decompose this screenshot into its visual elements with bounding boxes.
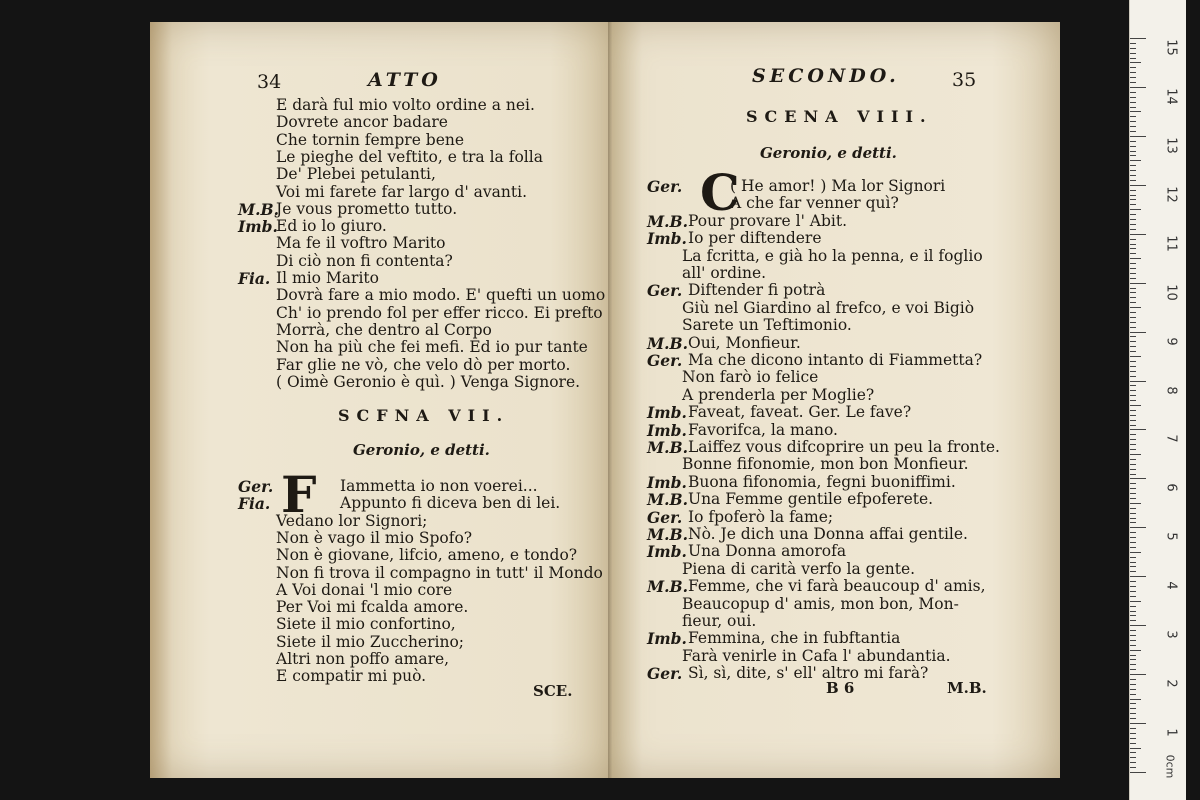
ruler-label: 15 xyxy=(1163,39,1179,56)
ruler-tick xyxy=(1130,483,1136,484)
catchword: M.B. xyxy=(947,679,987,697)
verse-text: Una Donna amorofa xyxy=(688,542,847,561)
verse-text: Siete il mio confortino, xyxy=(276,615,456,634)
verse-text: Io per diftendere xyxy=(688,229,822,248)
ruler-tick xyxy=(1130,268,1136,269)
ruler-tick xyxy=(1130,385,1136,386)
speaker-label: Imb. xyxy=(238,217,278,237)
ruler-tick xyxy=(1130,87,1146,88)
page-number: 35 xyxy=(952,69,977,91)
ruler-tick xyxy=(1130,503,1141,504)
ruler-tick xyxy=(1130,508,1136,509)
ruler-tick xyxy=(1130,253,1136,254)
ruler-tick xyxy=(1130,97,1136,98)
ruler-tick xyxy=(1130,434,1136,435)
ruler-tick xyxy=(1130,48,1136,49)
verse-text: Piena di carità verfo la gente. xyxy=(682,559,916,578)
ruler-label: 13 xyxy=(1163,137,1179,154)
verse-text: Morrà, che dentro al Corpo xyxy=(276,320,492,339)
speaker-label: Imb. xyxy=(647,420,687,440)
ruler-tick xyxy=(1130,297,1136,298)
ruler-tick xyxy=(1130,542,1136,543)
speaker-label: M.B. xyxy=(647,490,689,510)
ruler-tick xyxy=(1130,195,1136,196)
ruler-tick xyxy=(1130,209,1141,210)
ruler-tick xyxy=(1130,752,1136,753)
speaker-label: Imb. xyxy=(647,629,687,649)
ruler-tick xyxy=(1130,606,1136,607)
ruler-tick xyxy=(1130,77,1136,78)
verse-text: Farà venirle in Cafa l' abundantia. xyxy=(682,646,951,665)
ruler-tick xyxy=(1130,185,1146,186)
ruler-tick xyxy=(1130,361,1136,362)
running-head: ATTO xyxy=(368,69,442,91)
speaker-label: Imb. xyxy=(647,229,687,249)
ruler-tick xyxy=(1130,571,1136,572)
ruler-tick xyxy=(1130,620,1136,621)
verse-text: Sì, sì, dite, s' ell' altro mi farà? xyxy=(688,664,929,683)
ruler-label: 8 xyxy=(1163,385,1179,395)
open-book xyxy=(150,22,1065,778)
ruler-tick xyxy=(1130,229,1136,230)
verse-text: Il mio Marito xyxy=(276,269,379,287)
ruler-tick xyxy=(1130,611,1136,612)
ruler-tick xyxy=(1130,728,1136,729)
verse-text: E darà ful mio volto ordine a nei. xyxy=(276,96,535,114)
ruler-tick xyxy=(1130,669,1136,670)
catchword: SCE. xyxy=(533,682,573,700)
drop-cap: C xyxy=(700,163,740,222)
ruler-tick xyxy=(1130,757,1136,758)
drop-cap: F xyxy=(281,465,317,524)
verse-text: Dovrà fare a mio modo. E' quefti un uomo xyxy=(276,286,606,305)
verse-text: Le pieghe del veftito, e tra la folla xyxy=(276,147,543,166)
ruler-tick xyxy=(1130,630,1136,631)
verse-text: Ma che dicono intanto di Fiammetta? xyxy=(688,351,983,369)
ruler-tick xyxy=(1130,111,1141,112)
ruler-tick xyxy=(1130,557,1136,558)
ruler-tick xyxy=(1130,67,1136,68)
scene-subtitle: Geronio, e detti. xyxy=(760,144,897,162)
ruler-tick xyxy=(1130,689,1136,690)
ruler-tick xyxy=(1130,141,1136,142)
ruler-tick xyxy=(1130,635,1136,636)
ruler-tick xyxy=(1130,155,1136,156)
ruler-tick xyxy=(1130,522,1136,523)
ruler-tick xyxy=(1130,72,1136,73)
verse-text: A Voi donai 'l mio core xyxy=(276,580,453,599)
verse-text: Femme, che vi farà beaucoup d' amis, xyxy=(688,577,986,596)
ruler-tick xyxy=(1130,596,1136,597)
verse-text: ( Oimè Geronio è quì. ) Venga Signore. xyxy=(276,372,581,391)
ruler-tick xyxy=(1130,444,1136,445)
verse-text: Che tornin fempre bene xyxy=(276,130,465,149)
ruler-tick xyxy=(1130,165,1136,166)
ruler-tick xyxy=(1130,743,1136,744)
ruler-tick xyxy=(1130,738,1136,739)
ruler-tick xyxy=(1130,160,1141,161)
ruler-tick xyxy=(1130,615,1136,616)
verse-text: La fcritta, e già ho la penna, e il foglio xyxy=(682,246,983,265)
verse-text: fieur, oui. xyxy=(682,612,757,630)
verse-text: Favorifca, la mano. xyxy=(688,420,838,439)
ruler-label: 4 xyxy=(1163,581,1179,590)
ruler-tick xyxy=(1130,38,1146,39)
ruler-tick xyxy=(1130,415,1136,416)
measurement-ruler xyxy=(1129,0,1186,800)
verse-text: Faveat, faveat. Ger. Le fave? xyxy=(688,403,912,422)
ruler-tick xyxy=(1130,248,1136,249)
verse-text: all' ordine. xyxy=(682,264,767,282)
ruler-tick xyxy=(1130,219,1136,220)
ruler-tick xyxy=(1130,464,1136,465)
ruler-tick xyxy=(1130,562,1136,563)
ruler-tick xyxy=(1130,488,1136,489)
ruler-tick xyxy=(1130,151,1136,152)
ruler-label: 7 xyxy=(1163,434,1179,444)
verse-text: Je vous prometto tutto. xyxy=(276,199,458,218)
ruler-tick xyxy=(1130,586,1136,587)
verse-text: Voi mi farete far largo d' avanti. xyxy=(276,182,528,201)
verse-text: Far glie ne vò, che velo dò per morto. xyxy=(276,355,571,374)
ruler-tick xyxy=(1130,650,1141,651)
verse-text: Non fi trova il compagno in tutt' il Mondo xyxy=(276,563,603,582)
ruler-tick xyxy=(1130,82,1136,83)
ruler-tick xyxy=(1130,224,1136,225)
ruler-tick xyxy=(1130,674,1146,675)
verse-text: Non è vago il mio Spofo? xyxy=(276,528,473,547)
ruler-tick xyxy=(1130,312,1136,313)
ruler-tick xyxy=(1130,493,1136,494)
ruler-tick xyxy=(1130,439,1136,440)
speaker-label: M.B. xyxy=(647,211,689,231)
ruler-tick xyxy=(1130,723,1146,724)
ruler-tick xyxy=(1130,547,1136,548)
verse-text: Vedano lor Signori; xyxy=(276,511,428,530)
speaker-label: M.B. xyxy=(238,199,280,219)
ruler-tick xyxy=(1130,449,1136,450)
ruler-tick xyxy=(1130,381,1146,382)
ruler-label: 1 xyxy=(1163,728,1179,737)
ruler-tick xyxy=(1130,655,1136,656)
ruler-tick xyxy=(1130,273,1136,274)
ruler-tick xyxy=(1130,244,1136,245)
ruler-tick xyxy=(1130,454,1141,455)
ruler-tick xyxy=(1130,371,1136,372)
ruler-tick xyxy=(1130,136,1146,137)
ruler-tick xyxy=(1130,410,1136,411)
ruler-tick xyxy=(1130,376,1136,377)
ruler-label: 2 xyxy=(1163,679,1179,688)
ruler-tick xyxy=(1130,62,1141,63)
ruler-tick xyxy=(1130,718,1136,719)
ruler-tick xyxy=(1130,336,1136,337)
verse-text: Dovrete ancor badare xyxy=(276,113,448,132)
ruler-label: 5 xyxy=(1163,532,1179,541)
ruler-tick xyxy=(1130,748,1141,749)
ruler-tick xyxy=(1130,307,1141,308)
verse-text: ( He amor! ) Ma lor Signori xyxy=(730,177,946,195)
ruler-tick xyxy=(1130,405,1141,406)
ruler-tick xyxy=(1130,327,1136,328)
ruler-tick xyxy=(1130,43,1136,44)
ruler-tick xyxy=(1130,762,1136,763)
scene-title: SCFNA VII. xyxy=(338,406,510,425)
verse-text: Siete il mio Zuccherino; xyxy=(276,632,465,651)
verse-text: Buona fifonomia, fegni buoniffimi. xyxy=(688,472,956,491)
ruler-tick xyxy=(1130,341,1136,342)
ruler-tick xyxy=(1130,199,1136,200)
speaker-label: Ger. xyxy=(647,281,683,301)
ruler-label: 6 xyxy=(1163,483,1179,493)
ruler-tick xyxy=(1130,180,1136,181)
verse-text: Laiffez vous difcoprire un peu la fronte. xyxy=(688,438,1000,456)
ruler-label: 14 xyxy=(1163,88,1179,105)
ruler-tick xyxy=(1130,625,1146,626)
ruler-tick xyxy=(1130,591,1136,592)
speaker-label: Imb. xyxy=(647,542,687,562)
ruler-tick xyxy=(1130,58,1136,59)
verse-text: A prenderla per Moglie? xyxy=(682,385,875,404)
ruler-tick xyxy=(1130,175,1136,176)
speaker-label: M.B. xyxy=(647,438,689,457)
verse-text: Beaucopup d' amis, mon bon, Mon- xyxy=(682,594,959,613)
ruler-tick xyxy=(1130,204,1136,205)
speaker-label: M.B. xyxy=(647,525,689,544)
verse-text: Altri non poffo amare, xyxy=(276,650,450,668)
ruler-label: 11 xyxy=(1163,234,1179,252)
ruler-tick xyxy=(1130,322,1136,323)
verse-text: Appunto fi diceva ben di lei. xyxy=(340,494,561,513)
ruler-tick xyxy=(1130,366,1136,367)
page-number: 34 xyxy=(257,71,282,93)
ruler-tick xyxy=(1130,126,1136,127)
ruler-tick xyxy=(1130,537,1136,538)
ruler-tick xyxy=(1130,92,1136,93)
ruler-tick xyxy=(1130,121,1136,122)
ruler-tick xyxy=(1130,263,1136,264)
ruler-tick xyxy=(1130,513,1136,514)
verse-text: De' Plebei petulanti, xyxy=(276,165,436,184)
ruler-tick xyxy=(1130,292,1136,293)
ruler-tick xyxy=(1130,420,1136,421)
ruler-tick xyxy=(1130,708,1136,709)
ruler-tick xyxy=(1130,713,1136,714)
ruler-tick xyxy=(1130,107,1136,108)
ruler-tick xyxy=(1130,659,1136,660)
ruler-tick xyxy=(1130,532,1136,533)
speaker-label: Ger. xyxy=(647,351,683,370)
ruler-tick xyxy=(1130,390,1136,391)
ruler-tick xyxy=(1130,332,1146,333)
speaker-label: M.B. xyxy=(647,333,689,353)
ruler-tick xyxy=(1130,474,1136,475)
right-page xyxy=(612,22,1060,778)
ruler-label: 12 xyxy=(1163,186,1179,203)
ruler-tick xyxy=(1130,469,1136,470)
speaker-label: Fia. xyxy=(238,494,271,514)
ruler-tick xyxy=(1130,699,1141,700)
verse-text: Di ciò non fi contenta? xyxy=(276,251,453,270)
speaker-label: Ger. xyxy=(647,664,683,684)
verse-text: Non farò io felice xyxy=(682,368,819,387)
ruler-tick xyxy=(1130,278,1136,279)
scene-title: SCENA VIII. xyxy=(746,107,933,126)
ruler-tick xyxy=(1130,351,1136,352)
verse-text: Femmina, che in fubftantia xyxy=(688,629,901,648)
ruler-tick xyxy=(1130,288,1136,289)
ruler-tick xyxy=(1130,283,1146,284)
ruler-tick xyxy=(1130,459,1136,460)
ruler-tick xyxy=(1130,131,1136,132)
ruler-tick xyxy=(1130,425,1136,426)
verse-text: Iammetta io non voerei... xyxy=(340,477,538,495)
ruler-label: 10 xyxy=(1163,283,1179,301)
speaker-label: Ger. xyxy=(647,507,683,527)
verse-text: Ma fe il voftro Marito xyxy=(276,234,446,253)
verse-text: Oui, Monfieur. xyxy=(688,333,801,352)
running-head: SECONDO. xyxy=(752,65,900,87)
left-page xyxy=(150,22,612,778)
ruler-tick xyxy=(1130,733,1136,734)
ruler-tick xyxy=(1130,664,1136,665)
speaker-label: Imb. xyxy=(647,403,687,423)
ruler-tick xyxy=(1130,684,1136,685)
speaker-label: Fia. xyxy=(238,269,271,288)
ruler-tick xyxy=(1130,640,1136,641)
verse-text: Nò. Je dich una Donna affai gentile. xyxy=(688,525,968,543)
ruler-tick xyxy=(1130,170,1136,171)
speaker-label: Ger. xyxy=(238,477,274,496)
ruler-tick xyxy=(1130,400,1136,401)
verse-text: Non ha più che fei mefi. Ed io pur tante xyxy=(276,338,588,357)
verse-text: Ed io lo giuro. xyxy=(276,217,387,236)
ruler-unit: 0cm xyxy=(1163,754,1177,779)
ruler-tick xyxy=(1130,767,1136,768)
verse-text: Ch' io prendo fol per effer ricco. Ei prefto xyxy=(276,303,603,322)
ruler-tick xyxy=(1130,601,1141,602)
ruler-tick xyxy=(1130,258,1141,259)
verse-text: Io fpoferò la fame; xyxy=(688,507,834,526)
ruler-tick xyxy=(1130,498,1136,499)
ruler-tick xyxy=(1130,146,1136,147)
ruler-tick xyxy=(1130,518,1136,519)
ruler-tick xyxy=(1130,239,1136,240)
ruler-tick xyxy=(1130,53,1136,54)
ruler-tick xyxy=(1130,772,1146,773)
ruler-label: 3 xyxy=(1163,630,1179,639)
verse-text: Diftender fi potrà xyxy=(688,281,826,300)
signature-mark: B 6 xyxy=(826,679,855,697)
ruler-tick xyxy=(1130,102,1136,103)
ruler-tick xyxy=(1130,679,1136,680)
verse-text: Giù nel Giardino al frefco, e voi Bigiò xyxy=(682,298,975,317)
ruler-tick xyxy=(1130,694,1136,695)
ruler-tick xyxy=(1130,190,1136,191)
ruler-tick xyxy=(1130,116,1136,117)
ruler-tick xyxy=(1130,234,1146,235)
ruler-tick xyxy=(1130,527,1146,528)
verse-text: Una Femme gentile efpoferete. xyxy=(688,490,934,509)
speaker-label: M.B. xyxy=(647,577,689,597)
ruler-tick xyxy=(1130,346,1136,347)
ruler-tick xyxy=(1130,214,1136,215)
scene-subtitle: Geronio, e detti. xyxy=(353,441,490,459)
ruler-tick xyxy=(1130,552,1141,553)
verse-text: Sarete un Teftimonio. xyxy=(682,316,852,335)
ruler-tick xyxy=(1130,395,1136,396)
speaker-label: Imb. xyxy=(647,472,687,492)
ruler-tick xyxy=(1130,356,1141,357)
verse-text: Per Voi mi fcalda amore. xyxy=(276,598,469,617)
ruler-tick xyxy=(1130,478,1146,479)
ruler-tick xyxy=(1130,576,1146,577)
verse-text: Non è giovane, lifcio, ameno, e tondo? xyxy=(276,546,578,565)
ruler-tick xyxy=(1130,581,1136,582)
ruler-tick xyxy=(1130,429,1146,430)
ruler-label: 9 xyxy=(1163,336,1179,346)
verse-text: Bonne fifonomie, mon bon Monfieur. xyxy=(682,455,969,474)
verse-text: E compatir mi può. xyxy=(276,667,427,686)
verse-text: A che far venner quì? xyxy=(730,194,899,213)
ruler-tick xyxy=(1130,645,1136,646)
ruler-tick xyxy=(1130,566,1136,567)
speaker-label: Ger. xyxy=(647,177,683,196)
ruler-tick xyxy=(1130,703,1136,704)
ruler-tick xyxy=(1130,317,1136,318)
verse-text: Pour provare l' Abit. xyxy=(688,211,847,230)
ruler-tick xyxy=(1130,302,1136,303)
